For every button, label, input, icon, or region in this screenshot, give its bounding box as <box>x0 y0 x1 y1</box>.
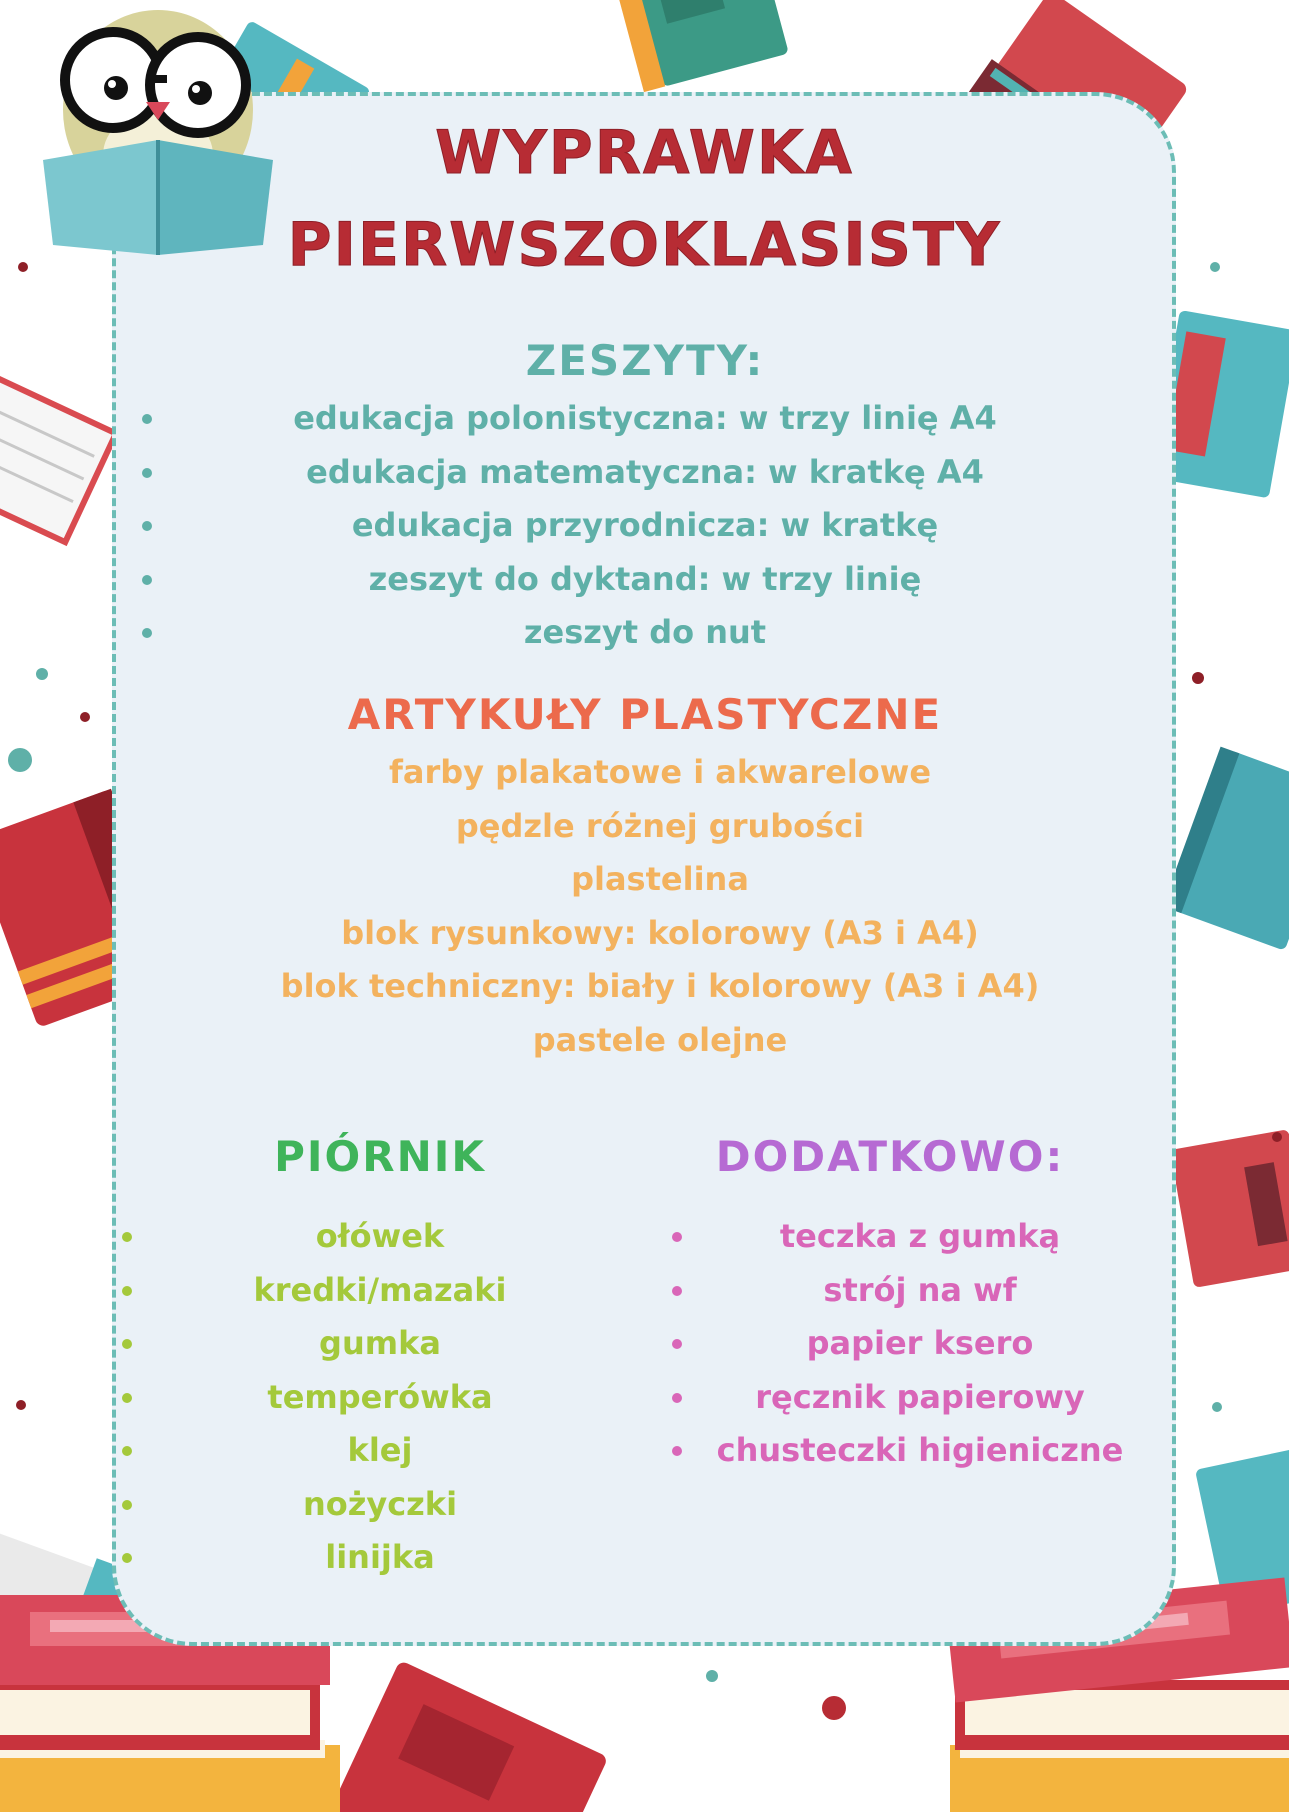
bullet-icon <box>672 1286 682 1296</box>
zeszyty-item-text: edukacja przyrodnicza: w kratkę <box>351 506 939 544</box>
piornik-item-text: gumka <box>319 1324 441 1362</box>
bullet-icon <box>142 628 152 638</box>
bullet-icon <box>122 1232 132 1242</box>
zeszyty-item-text: edukacja polonistyczna: w trzy linię A4 <box>293 399 997 437</box>
piornik-list-item <box>150 1478 610 1532</box>
artykuly-item-text: farby plakatowe i akwarelowe <box>388 753 932 791</box>
bullet-icon <box>122 1553 132 1563</box>
piornik-list-item <box>150 1531 610 1585</box>
piornik-list-item <box>150 1371 610 1425</box>
dodatkowo-item-text: strój na wf <box>823 1270 1017 1309</box>
bullet-icon <box>672 1232 682 1242</box>
section-heading-piornik: PIÓRNIK <box>274 1132 486 1181</box>
dodatkowo-list-item <box>690 1210 1150 1264</box>
section-heading-dodatkowo: DODATKOWO: <box>715 1132 1065 1181</box>
decor-dot <box>1272 1132 1282 1142</box>
artykuly-list-item <box>120 1014 1200 1068</box>
bullet-icon <box>122 1286 132 1296</box>
bullet-icon <box>142 575 152 585</box>
artykuly-item-text: plastelina <box>571 860 749 898</box>
decor-dot <box>36 668 48 680</box>
zeszyty-item-text: zeszyt do dyktand: w trzy linię <box>368 559 922 598</box>
decor-dot <box>1192 672 1204 684</box>
book-icon <box>328 1660 608 1812</box>
bullet-icon <box>142 468 152 478</box>
bullet-icon <box>122 1500 132 1510</box>
zeszyty-item-text: zeszyt do nut <box>523 613 767 651</box>
artykuly-item-text: pastele olejne <box>532 1020 788 1059</box>
artykuly-item-text: blok rysunkowy: kolorowy (A3 i A4) <box>341 913 979 952</box>
bullet-icon <box>672 1393 682 1403</box>
zeszyty-item-text: edukacja matematyczna: w kratkę A4 <box>306 452 984 491</box>
zeszyty-list <box>120 392 1170 660</box>
dodatkowo-list <box>690 1210 1150 1478</box>
zeszyty-list-item <box>120 446 1170 500</box>
piornik-list-item <box>150 1424 610 1478</box>
dodatkowo-list-item <box>690 1371 1150 1425</box>
decor-dot <box>706 1670 718 1682</box>
book-icon <box>1170 1129 1289 1288</box>
piornik-item-text: kredki/mazaki <box>253 1270 507 1309</box>
bullet-icon <box>122 1393 132 1403</box>
section-heading-artykuly: ARTYKUŁY PLASTYCZNE <box>347 690 943 739</box>
dodatkowo-item-text: chusteczki higieniczne <box>716 1431 1124 1469</box>
book-icon <box>616 0 789 92</box>
piornik-list-item <box>150 1317 610 1371</box>
artykuly-list <box>120 746 1200 1067</box>
page-title-line2: PIERWSZOKLASISTY <box>287 210 1002 280</box>
piornik-item-text: nożyczki <box>302 1484 458 1523</box>
artykuly-item-text: pędzle różnej grubości <box>455 806 865 845</box>
piornik-item-text: ołówek <box>315 1217 445 1255</box>
zeszyty-list-item <box>120 499 1170 553</box>
artykuly-list-item <box>120 800 1200 854</box>
piornik-list <box>150 1210 610 1585</box>
bullet-icon <box>672 1339 682 1349</box>
piornik-item-text: temperówka <box>267 1377 493 1416</box>
bullet-icon <box>672 1446 682 1456</box>
decor-dot <box>16 1400 26 1410</box>
dodatkowo-item-text: teczka z gumką <box>779 1217 1061 1255</box>
section-heading-zeszyty: ZESZYTY: <box>525 336 765 385</box>
page-title-line1: WYPRAWKA <box>435 118 854 188</box>
dodatkowo-list-item <box>690 1424 1150 1478</box>
zeszyty-list-item <box>120 553 1170 607</box>
decor-dot <box>822 1696 846 1720</box>
dodatkowo-list-item <box>690 1317 1150 1371</box>
artykuly-list-item <box>120 746 1200 800</box>
decor-dot <box>1212 1402 1222 1412</box>
bullet-icon <box>142 521 152 531</box>
zeszyty-list-item <box>120 606 1170 660</box>
book-icon <box>0 370 116 542</box>
bullet-icon <box>142 414 152 424</box>
dodatkowo-item-text: papier ksero <box>806 1324 1034 1362</box>
piornik-item-text: linijka <box>325 1538 435 1576</box>
zeszyty-list-item <box>120 392 1170 446</box>
dodatkowo-item-text: ręcznik papierowy <box>755 1377 1085 1416</box>
artykuly-list-item <box>120 960 1200 1014</box>
artykuly-list-item <box>120 907 1200 961</box>
decor-dot <box>8 748 32 772</box>
bullet-icon <box>122 1446 132 1456</box>
artykuly-list-item <box>120 853 1200 907</box>
bullet-icon <box>122 1339 132 1349</box>
artykuly-item-text: blok techniczny: biały i kolorowy (A3 i A4) <box>280 967 1040 1005</box>
decor-dot <box>80 712 90 722</box>
piornik-list-item <box>150 1264 610 1318</box>
dodatkowo-list-item <box>690 1264 1150 1318</box>
piornik-list-item <box>150 1210 610 1264</box>
piornik-item-text: klej <box>347 1431 413 1469</box>
